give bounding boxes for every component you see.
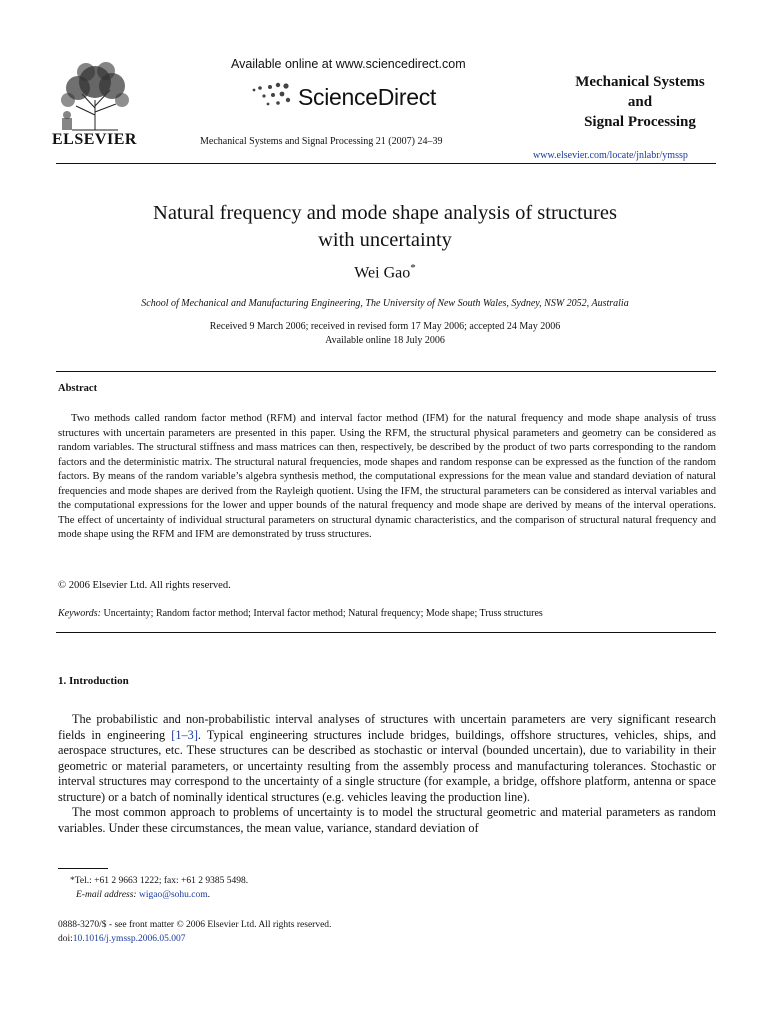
elsevier-wordmark: ELSEVIER: [52, 131, 137, 148]
sciencedirect-logo[interactable]: [250, 80, 470, 116]
abstract-copyright: © 2006 Elsevier Ltd. All rights reserved.: [58, 580, 231, 591]
journal-url-link[interactable]: www.elsevier.com/locate/jnlabr/ymssp: [533, 150, 688, 161]
citation-link[interactable]: [1–3]: [171, 727, 198, 742]
section-heading-introduction: 1. Introduction: [58, 675, 129, 687]
doi-line: [58, 934, 185, 944]
sciencedirect-dots-icon: [250, 80, 294, 110]
keywords-list: Uncertainty; Random factor method; Interval factor method; Natural frequency; Mode shape; Truss structures: [103, 608, 543, 619]
title-line-1: Natural frequency and mode shape analysis of structures: [153, 202, 617, 224]
footnote-email: E-mail address: wigao@sohu.com.: [76, 890, 211, 900]
journal-name-line-2: and: [627, 94, 653, 110]
article-dates: [60, 320, 710, 348]
email-label: E-mail address:: [76, 890, 137, 900]
front-matter-line: 0888-3270/$ - see front matter © 2006 Elsevier Ltd. All rights reserved.: [58, 920, 332, 930]
header-divider: [56, 163, 716, 164]
available-online-date: Available online 18 July 2006: [325, 335, 445, 346]
author-name: Wei Gao: [354, 264, 411, 282]
author-line: [60, 262, 710, 282]
journal-name-line-3: Signal Processing: [584, 114, 696, 130]
sciencedirect-wordmark: ScienceDirect: [298, 84, 436, 110]
keywords-label: Keywords:: [58, 608, 101, 619]
article-title: [60, 200, 710, 254]
doi-link[interactable]: 10.1016/j.ymssp.2006.05.007: [72, 934, 186, 944]
intro-p1-text-b: . Typical engineering structures include bridges, buildings, offshore structures, vehicles, ships, and aerospace structures, etc. These structures can be described as stochastic or interval (bounded uncertain), due to variability in their geometric or material parameters, or uncertainty resulting from the assembly process and manufacturing tolerances. Stochastic or interval structures may correspond to the uncertainty of a single structure (for example, a bridge, offshore platform, antenna or space structure) or a batch of nominally identical structures (e.g. vehicles leaving the production line).: [58, 727, 716, 804]
intro-p1-text-a: The probabilistic and non-probabilistic interval analyses of structures with uncertain parameters are very significant research fields in engineering: [58, 712, 716, 742]
keywords-line: [58, 608, 716, 619]
abstract-top-divider: [56, 371, 716, 372]
email-link[interactable]: wigao@sohu.com: [138, 890, 208, 900]
abstract-bottom-divider: [56, 632, 716, 633]
doi-label: doi:: [58, 934, 73, 944]
abstract-body: Two methods called random factor method (RFM) and interval factor method (IFM) for the natural frequency and mode shape analysis of truss structures with uncertain parameters are presented in this paper. Using the RFM, the structural physical parameters and geometry can be considered as random variables. The structural stiffness and mass matrices can then, respectively, be described by the product of two parts corresponding to the random factors and the deterministic matrix. The structural natural frequencies, mode shapes and random response can be expressed as the function of the random factors. By means of the random variable’s algebra synthesis method, the computational expressions for the mean value and standard deviation of natural frequencies and mode shapes are derived from the Rayleigh quotient. Using the IFM, the structural parameters can be considered as interval variables and the computational expressions for the lower and upper bounds of the natural frequency and mode shape are derived by means of the interval operations. The effect of uncertainty of individual structural parameters on structural dynamic characteristics, and the comparison of structural natural frequency and mode shape using the RFM and IFM are demonstrated by truss structures.: [58, 413, 716, 540]
footnote-contact: *Tel.: +61 2 9663 1222; fax: +61 2 9385 5498.: [70, 876, 249, 886]
intro-paragraph-2: The most common approach to problems of uncertainty is to model the structural geometric and material parameters as random variables. Under these circumstances, the mean value, variance, standard deviation of: [58, 805, 716, 835]
affiliation: School of Mechanical and Manufacturing Engineering, The University of New South Wales, Sydney, NSW 2052, Australia: [141, 298, 629, 309]
intro-paragraph-1: [58, 712, 716, 805]
available-online-text[interactable]: Available online at www.sciencedirect.com: [231, 57, 466, 71]
author-footnote-mark[interactable]: *: [410, 262, 416, 274]
abstract-heading: Abstract: [58, 383, 98, 394]
title-line-2: with uncertainty: [318, 229, 452, 251]
journal-reference: Mechanical Systems and Signal Processing 21 (2007) 24–39: [200, 136, 443, 147]
journal-name-line-1: Mechanical Systems: [575, 74, 705, 90]
received-dates: Received 9 March 2006; received in revised form 17 May 2006; accepted 24 May 2006: [209, 321, 561, 332]
footnote-divider: [58, 868, 108, 869]
introduction-body: [58, 712, 716, 836]
journal-name: [556, 72, 724, 132]
